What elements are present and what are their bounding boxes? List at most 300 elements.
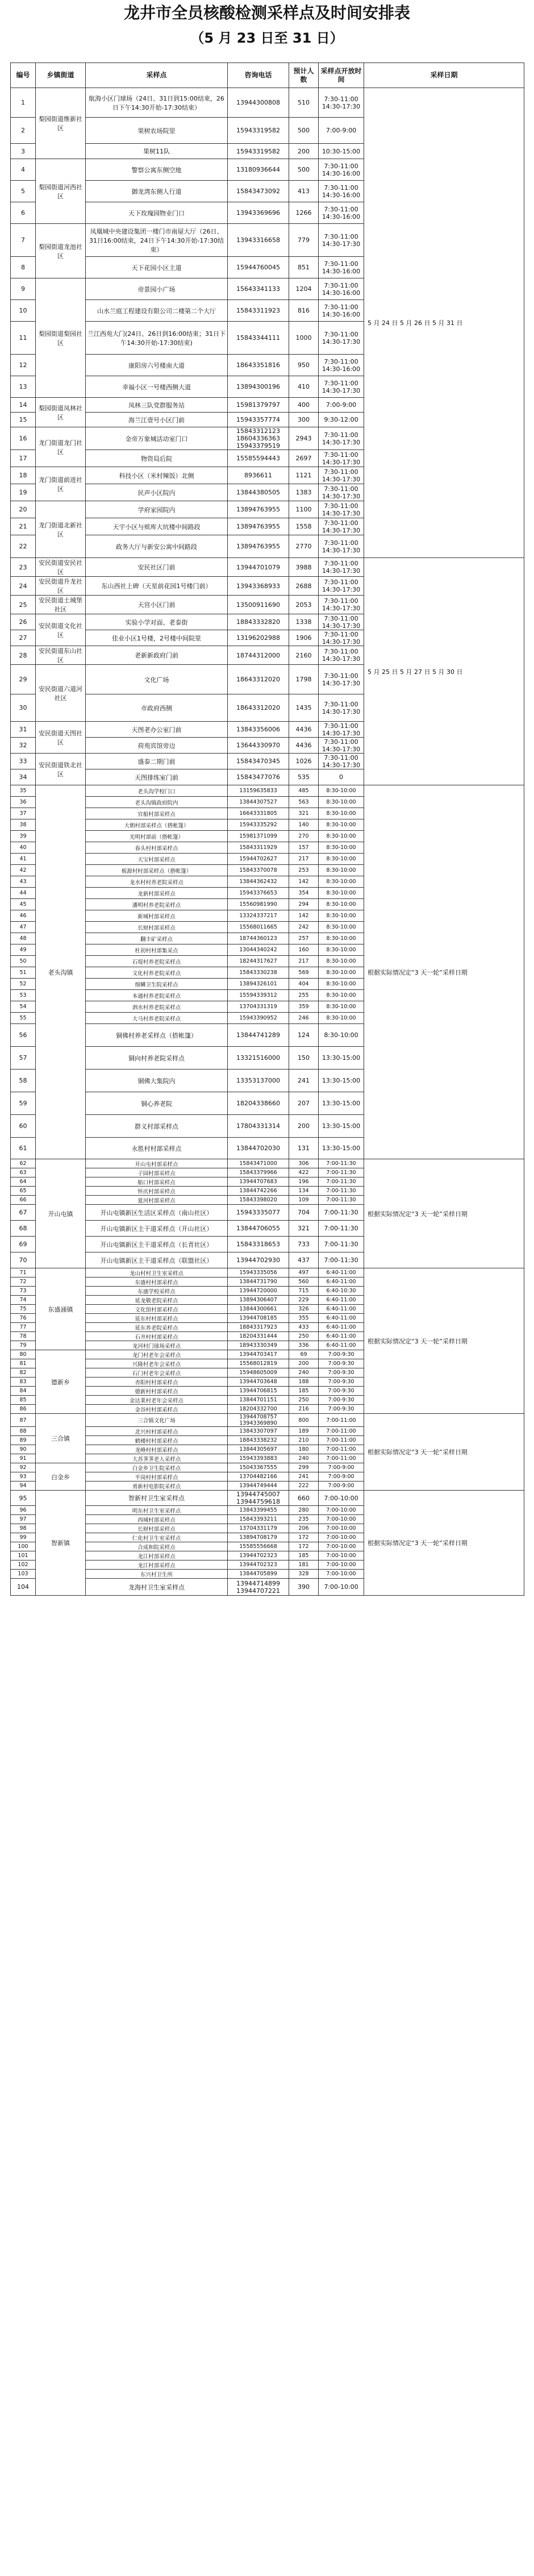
count-cell: 299 xyxy=(289,1463,319,1472)
row-number: 3 xyxy=(11,144,36,159)
street-cell: 龙门街道龙门社区 xyxy=(36,427,86,467)
row-number: 94 xyxy=(11,1481,36,1491)
count-cell: 4436 xyxy=(289,738,319,754)
row-number: 2 xyxy=(11,118,36,144)
row-number: 45 xyxy=(11,899,36,910)
phone-cell: 15843379966 xyxy=(228,1168,289,1177)
count-cell: 124 xyxy=(289,1024,319,1047)
row-number: 61 xyxy=(11,1138,36,1159)
hours-cell: 0 xyxy=(319,769,364,785)
row-number: 24 xyxy=(11,577,36,596)
phone-cell: 13944702323 xyxy=(228,1560,289,1570)
phone-cell: 18843317923 xyxy=(228,1323,289,1332)
row-number: 71 xyxy=(11,1268,36,1277)
count-cell: 241 xyxy=(289,1472,319,1481)
site-cell: 东山西社上碑（天星前花园1号楼门前） xyxy=(86,577,228,596)
site-cell: 龙水村村养老院采样点 xyxy=(86,876,228,888)
header-hours: 采样点开放时间 xyxy=(319,63,364,88)
phone-cell: 15585556668 xyxy=(228,1542,289,1551)
hours-cell: 7:00-10:00 xyxy=(319,1533,364,1542)
hours-cell: 7:00-11:30 xyxy=(319,1168,364,1177)
street-cell: 安民街道东山社区 xyxy=(36,646,86,665)
hours-cell: 7:00-10:00 xyxy=(319,1506,364,1515)
phone-cell: 13844300661 xyxy=(228,1305,289,1314)
hours-cell: 7:00-11:30 xyxy=(319,1205,364,1221)
header-street: 乡镇街道 xyxy=(36,63,86,88)
date-cell: 根据实际情况定“3 天一轮”采样日期 xyxy=(364,1268,524,1414)
count-cell: 216 xyxy=(289,1405,319,1414)
hours-cell: 13:30-15:00 xyxy=(319,1069,364,1092)
site-cell: 安民社区门前 xyxy=(86,558,228,577)
street-cell: 东盛涌镇 xyxy=(36,1268,86,1350)
phone-cell: 13704331319 xyxy=(228,1001,289,1013)
street-cell: 开山屯镇 xyxy=(36,1159,86,1268)
header-number: 编号 xyxy=(11,63,36,88)
site-cell: 平岗村村部采样点 xyxy=(86,1472,228,1481)
row-number: 44 xyxy=(11,888,36,899)
site-cell: 夏河村部采样点 xyxy=(86,1196,228,1205)
count-cell: 181 xyxy=(289,1560,319,1570)
row-number: 13 xyxy=(11,376,36,398)
hours-cell: 7:00-9:00 xyxy=(319,398,364,413)
row-number: 33 xyxy=(11,754,36,769)
count-cell: 355 xyxy=(289,1314,319,1323)
row-number: 38 xyxy=(11,819,36,831)
row-number: 83 xyxy=(11,1378,36,1387)
hours-cell: 8:30-10:00 xyxy=(319,797,364,808)
site-cell: 延东养老院采样点 xyxy=(86,1323,228,1332)
count-cell: 816 xyxy=(289,300,319,322)
row-number: 58 xyxy=(11,1069,36,1092)
count-cell: 157 xyxy=(289,842,319,854)
count-cell: 229 xyxy=(289,1296,319,1305)
count-cell: 189 xyxy=(289,1427,319,1436)
count-cell: 2697 xyxy=(289,450,319,467)
count-cell: 217 xyxy=(289,956,319,967)
row-number: 41 xyxy=(11,854,36,865)
row-number: 68 xyxy=(11,1221,36,1237)
street-cell: 龙门街道北新社区 xyxy=(36,501,86,558)
street-cell: 梨园街道河西社区 xyxy=(36,159,86,224)
phone-cell: 13944720000 xyxy=(228,1287,289,1296)
count-cell: 160 xyxy=(289,944,319,956)
phone-cell: 13844701151 xyxy=(228,1396,289,1405)
hours-cell: 8:30-10:00 xyxy=(319,922,364,933)
count-cell: 134 xyxy=(289,1187,319,1196)
hours-cell: 8:30-10:00 xyxy=(319,819,364,831)
count-cell: 131 xyxy=(289,1138,319,1159)
hours-cell: 7:00-9:30 xyxy=(319,1387,364,1396)
site-cell: 延龙敬老院采样点 xyxy=(86,1296,228,1305)
site-cell: 杏阳村村部采样点 xyxy=(86,1378,228,1387)
site-cell: 北兴村村部采样点 xyxy=(86,1427,228,1436)
site-cell: 民声小区院内 xyxy=(86,484,228,501)
hours-cell: 7:00-9:00 xyxy=(319,1463,364,1472)
site-cell: 市政府西侧 xyxy=(86,694,228,722)
row-number: 31 xyxy=(11,722,36,738)
phone-cell: 15843311929 xyxy=(228,842,289,854)
site-cell: 文化馆村部采样点 xyxy=(86,1305,228,1314)
row-number: 43 xyxy=(11,876,36,888)
hours-cell: 8:30-10:00 xyxy=(319,956,364,967)
row-number: 35 xyxy=(11,785,36,797)
phone-cell: 13944703417 xyxy=(228,1350,289,1359)
hours-cell: 6:40-11:00 xyxy=(319,1341,364,1350)
phone-cell: 18643351816 xyxy=(228,355,289,376)
phone-cell: 13944706815 xyxy=(228,1387,289,1396)
hours-cell: 7:00-10:00 xyxy=(319,1579,364,1596)
row-number: 64 xyxy=(11,1177,36,1187)
row-number: 85 xyxy=(11,1396,36,1405)
phone-cell: 13324337217 xyxy=(228,910,289,922)
date-cell: 根据实际情况定“3 天一轮”采样日期 xyxy=(364,1159,524,1268)
phone-cell: 15843471000 xyxy=(228,1159,289,1168)
hours-cell: 8:30-10:00 xyxy=(319,910,364,922)
count-cell: 180 xyxy=(289,1445,319,1454)
hours-cell: 13:30-15:00 xyxy=(319,1047,364,1069)
site-cell: 龙江村部采样点 xyxy=(86,1551,228,1560)
hours-cell: 7:30-11:00 14:30-17:30 xyxy=(319,558,364,577)
count-cell: 1383 xyxy=(289,484,319,501)
row-number: 54 xyxy=(11,1001,36,1013)
row-number: 42 xyxy=(11,865,36,876)
phone-cell: 15843477076 xyxy=(228,769,289,785)
row-number: 101 xyxy=(11,1551,36,1560)
site-cell: 东盛村村部采样点 xyxy=(86,1277,228,1287)
phone-cell: 13944702930 xyxy=(228,1252,289,1268)
row-number: 88 xyxy=(11,1427,36,1436)
site-cell: 龙新村部采样点 xyxy=(86,888,228,899)
hours-cell: 7:00-11:30 xyxy=(319,1196,364,1205)
row-number: 90 xyxy=(11,1445,36,1454)
row-number: 92 xyxy=(11,1463,36,1472)
count-cell: 4436 xyxy=(289,722,319,738)
row-number: 104 xyxy=(11,1579,36,1596)
row-number: 99 xyxy=(11,1533,36,1542)
phone-cell: 13843399455 xyxy=(228,1506,289,1515)
site-cell: 果树11队 xyxy=(86,144,228,159)
phone-cell: 18843332820 xyxy=(228,614,289,630)
count-cell: 704 xyxy=(289,1205,319,1221)
hours-cell: 7:00-9:30 xyxy=(319,1396,364,1405)
row-number: 39 xyxy=(11,831,36,842)
phone-cell: 13944707683 xyxy=(228,1177,289,1187)
hours-cell: 7:30-11:00 14:30-17:30 xyxy=(319,596,364,614)
phone-cell: 13044340242 xyxy=(228,944,289,956)
hours-cell: 7:00-11:00 xyxy=(319,1454,364,1463)
hours-cell: 7:30-11:00 14:30-17:30 xyxy=(319,467,364,484)
phone-cell: 18204332700 xyxy=(228,1405,289,1414)
count-cell: 241 xyxy=(289,1069,319,1092)
count-cell: 250 xyxy=(289,1332,319,1341)
phone-cell: 13844305697 xyxy=(228,1445,289,1454)
row-number: 23 xyxy=(11,558,36,577)
count-cell: 270 xyxy=(289,831,319,842)
site-cell: 物资局后院 xyxy=(86,450,228,467)
count-cell: 210 xyxy=(289,1436,319,1445)
row-number: 48 xyxy=(11,933,36,944)
row-number: 49 xyxy=(11,944,36,956)
hours-cell: 8:30-10:00 xyxy=(319,831,364,842)
phone-cell: 15568012819 xyxy=(228,1359,289,1368)
row-number: 75 xyxy=(11,1305,36,1314)
row-number: 78 xyxy=(11,1332,36,1341)
count-cell: 321 xyxy=(289,1221,319,1237)
count-cell: 413 xyxy=(289,181,319,202)
site-cell: 天图老办公室门前 xyxy=(86,722,228,738)
hours-cell: 6:40-11:00 xyxy=(319,1314,364,1323)
row-number: 76 xyxy=(11,1314,36,1323)
hours-cell: 7:00-11:30 xyxy=(319,1159,364,1168)
street-cell: 梨园街道梨园社区 xyxy=(36,278,86,398)
street-cell: 智新镇 xyxy=(36,1491,86,1596)
site-cell: 兰江西苑大门(24日、26日到16:00结束；31日下午14:30开始-17:30结束) xyxy=(86,322,228,355)
site-cell: 老头沟学校门口 xyxy=(86,785,228,797)
site-cell: 警察公寓东侧空地 xyxy=(86,159,228,181)
row-number: 62 xyxy=(11,1159,36,1168)
site-cell: 明东村卫生室采样点 xyxy=(86,1506,228,1515)
hours-cell: 7:30-11:00 14:30-16:00 xyxy=(319,300,364,322)
row-number: 17 xyxy=(11,450,36,467)
phone-cell: 15560981990 xyxy=(228,899,289,910)
phone-cell: 18744312000 xyxy=(228,646,289,665)
row-number: 18 xyxy=(11,467,36,484)
phone-cell: 13353137000 xyxy=(228,1069,289,1092)
hours-cell: 7:00-9:30 xyxy=(319,1359,364,1368)
site-cell: 天下花园小区主道 xyxy=(86,257,228,278)
hours-cell: 7:00-10:00 xyxy=(319,1551,364,1560)
row-number: 20 xyxy=(11,501,36,518)
count-cell: 294 xyxy=(289,899,319,910)
count-cell: 188 xyxy=(289,1378,319,1387)
row-number: 37 xyxy=(11,808,36,819)
row-number: 59 xyxy=(11,1092,36,1115)
site-cell: 龙门村老年会采样点 xyxy=(86,1350,228,1359)
row-number: 36 xyxy=(11,797,36,808)
phone-cell: 13943369696 xyxy=(228,202,289,224)
count-cell: 500 xyxy=(289,159,319,181)
phone-cell: 13894708179 xyxy=(228,1533,289,1542)
hours-cell: 7:30-11:00 14:30-17:30 xyxy=(319,577,364,596)
count-cell: 1026 xyxy=(289,754,319,769)
count-cell: 1121 xyxy=(289,467,319,484)
count-cell: 1338 xyxy=(289,614,319,630)
row-number: 53 xyxy=(11,990,36,1001)
page-subtitle: （5 月 23 日至 31 日） xyxy=(190,30,344,46)
row-number: 96 xyxy=(11,1506,36,1515)
phone-cell: 13944749444 xyxy=(228,1481,289,1491)
row-number: 30 xyxy=(11,694,36,722)
hours-cell: 7:30-11:00 14:30-17:30 xyxy=(319,722,364,738)
table-header-row xyxy=(11,63,524,88)
hours-cell: 7:30-11:00 14:30-17:30 xyxy=(319,694,364,722)
hours-cell: 7:30-11:00 14:30-16:00 xyxy=(319,257,364,278)
phone-cell: 13159635833 xyxy=(228,785,289,797)
count-cell: 222 xyxy=(289,1481,319,1491)
date-cell: 根据实际情况定“3 天一轮”采样日期 xyxy=(364,785,524,1159)
street-cell: 梨园街道龙池社区 xyxy=(36,224,86,278)
hours-cell: 7:00-10:00 xyxy=(319,1491,364,1506)
phone-cell: 15943393883 xyxy=(228,1454,289,1463)
hours-cell: 8:30-10:00 xyxy=(319,933,364,944)
hours-cell: 7:30-11:00 14:30-17:30 xyxy=(319,427,364,450)
table-row xyxy=(11,785,524,797)
row-number: 82 xyxy=(11,1368,36,1378)
hours-cell: 8:30-10:00 xyxy=(319,876,364,888)
site-cell: 长财村部采样点 xyxy=(86,1524,228,1533)
phone-cell: 15943335056 xyxy=(228,1268,289,1277)
hours-cell: 8:30-10:00 xyxy=(319,865,364,876)
row-number: 79 xyxy=(11,1341,36,1350)
count-cell: 172 xyxy=(289,1542,319,1551)
hours-cell: 7:00-9:00 xyxy=(319,1481,364,1491)
count-cell: 253 xyxy=(289,865,319,876)
row-number: 57 xyxy=(11,1047,36,1069)
count-cell: 185 xyxy=(289,1387,319,1396)
site-cell: 细鳞卫生院采样点 xyxy=(86,979,228,990)
row-number: 103 xyxy=(11,1570,36,1579)
row-number: 21 xyxy=(11,518,36,535)
site-cell: 铜向村养老院采样点 xyxy=(86,1047,228,1069)
phone-cell: 15843393211 xyxy=(228,1515,289,1524)
count-cell: 660 xyxy=(289,1491,319,1506)
row-number: 72 xyxy=(11,1277,36,1287)
row-number: 55 xyxy=(11,1013,36,1024)
phone-cell: 18643312020 xyxy=(228,694,289,722)
site-cell: 潘明村养老院采样点 xyxy=(86,899,228,910)
street-cell: 安民街道土城堡社区 xyxy=(36,596,86,614)
count-cell: 715 xyxy=(289,1287,319,1296)
row-number: 95 xyxy=(11,1491,36,1506)
row-number: 12 xyxy=(11,355,36,376)
phone-cell: 13944745007 13944759618 xyxy=(228,1491,289,1506)
site-cell: 盛泰二期门前 xyxy=(86,754,228,769)
site-cell: 西城村部采样点 xyxy=(86,1515,228,1524)
hours-cell: 7:30-11:00 14:30-17:30 xyxy=(319,450,364,467)
row-number: 52 xyxy=(11,979,36,990)
hours-cell: 7:00-10:00 xyxy=(319,1542,364,1551)
row-number: 91 xyxy=(11,1454,36,1463)
row-number: 46 xyxy=(11,910,36,922)
count-cell: 1266 xyxy=(289,202,319,224)
site-cell: 航海小区门球场（24日、31日到15:00结束，26日下午14:30开始-17:30结束） xyxy=(86,88,228,118)
hours-cell: 7:00-11:30 xyxy=(319,1252,364,1268)
hours-cell: 7:00-10:00 xyxy=(319,1524,364,1533)
count-cell: 400 xyxy=(289,398,319,413)
phone-cell: 15943335292 xyxy=(228,819,289,831)
table-row xyxy=(11,1159,524,1168)
schedule-table xyxy=(10,63,524,1596)
phone-cell: 15843370078 xyxy=(228,865,289,876)
row-number: 93 xyxy=(11,1472,36,1481)
phone-cell: 13894326101 xyxy=(228,979,289,990)
site-cell: 龙河村门球场采样点 xyxy=(86,1341,228,1350)
site-cell: 天宇小区与殡库大坑楼中间路段 xyxy=(86,518,228,535)
phone-cell: 15948605009 xyxy=(228,1368,289,1378)
site-cell: 幸福小区一号楼西侧大道 xyxy=(86,376,228,398)
table-row xyxy=(11,1491,524,1506)
site-cell: 开山屯镇新区主干道采样点（联盟社区） xyxy=(86,1252,228,1268)
phone-cell: 15568011665 xyxy=(228,922,289,933)
site-cell: 龙海村卫生室采样点 xyxy=(86,1579,228,1596)
row-number: 32 xyxy=(11,738,36,754)
count-cell: 2053 xyxy=(289,596,319,614)
hours-cell: 13:30-15:00 xyxy=(319,1092,364,1115)
street-cell: 梨园街道维新社区 xyxy=(36,88,86,159)
hours-cell: 7:00-9:30 xyxy=(319,1405,364,1414)
hours-cell: 7:00-11:00 xyxy=(319,1436,364,1445)
header-site: 采样点 xyxy=(86,63,228,88)
street-cell: 安民街道安民社区 xyxy=(36,558,86,577)
row-number: 102 xyxy=(11,1560,36,1570)
row-number: 97 xyxy=(11,1515,36,1524)
phone-cell: 13843356006 xyxy=(228,722,289,738)
hours-cell: 7:30-11:00 14:30-16:00 xyxy=(319,202,364,224)
site-cell: 金达莱村老年会采样点 xyxy=(86,1396,228,1405)
row-number: 56 xyxy=(11,1024,36,1047)
site-cell: 御龙湾东侧人行道 xyxy=(86,181,228,202)
row-number: 8 xyxy=(11,257,36,278)
site-cell: 怀庆村部采样点 xyxy=(86,1187,228,1196)
hours-cell: 8:30-10:00 xyxy=(319,1024,364,1047)
count-cell: 200 xyxy=(289,1359,319,1368)
count-cell: 410 xyxy=(289,376,319,398)
hours-cell: 8:30-10:00 xyxy=(319,1001,364,1013)
count-cell: 280 xyxy=(289,1506,319,1515)
site-cell: 开山屯镇新区主干道采样点（开山社区） xyxy=(86,1221,228,1237)
count-cell: 2688 xyxy=(289,577,319,596)
hours-cell: 13:30-15:00 xyxy=(319,1115,364,1138)
row-number: 100 xyxy=(11,1542,36,1551)
hours-cell: 7:30-11:00 14:30-17:30 xyxy=(319,376,364,398)
site-cell: 老头沟镇政府院内 xyxy=(86,797,228,808)
count-cell: 185 xyxy=(289,1551,319,1560)
site-cell: 天下玫瑰园物业门口 xyxy=(86,202,228,224)
hours-cell: 8:30-10:00 xyxy=(319,990,364,1001)
header-count: 预计人数 xyxy=(289,63,319,88)
site-cell: 群义村部采样点 xyxy=(86,1115,228,1138)
row-number: 28 xyxy=(11,646,36,665)
phone-cell: 13944714899 13944707221 xyxy=(228,1579,289,1596)
phone-cell: 13944708757 13943369890 xyxy=(228,1414,289,1427)
phone-cell: 13704331179 xyxy=(228,1524,289,1533)
phone-cell: 15843473092 xyxy=(228,181,289,202)
hours-cell: 7:30-11:00 14:30-16:00 xyxy=(319,181,364,202)
count-cell: 235 xyxy=(289,1515,319,1524)
phone-cell: 15643341133 xyxy=(228,278,289,300)
phone-cell: 13844702030 xyxy=(228,1138,289,1159)
phone-cell: 16643331805 xyxy=(228,808,289,819)
site-cell: 东兴村卫生所 xyxy=(86,1570,228,1579)
row-number: 6 xyxy=(11,202,36,224)
site-cell: 政务大厅与新安公寓中间路段 xyxy=(86,535,228,558)
site-cell: 杜初村村部集采点 xyxy=(86,944,228,956)
row-number: 14 xyxy=(11,398,36,413)
hours-cell: 7:00-11:00 xyxy=(319,1427,364,1436)
phone-cell: 13844741289 xyxy=(228,1024,289,1047)
site-cell: 长财村部采样点 xyxy=(86,922,228,933)
date-cell: 5 月 24 日 5 月 26 日 5 月 31 日 xyxy=(364,88,524,558)
row-number: 9 xyxy=(11,278,36,300)
phone-cell: 15843318653 xyxy=(228,1237,289,1252)
phone-cell: 15843311923 xyxy=(228,300,289,322)
row-number: 80 xyxy=(11,1350,36,1359)
phone-cell: 13944708185 xyxy=(228,1314,289,1323)
phone-cell: 15943390952 xyxy=(228,1013,289,1024)
count-cell: 563 xyxy=(289,797,319,808)
hours-cell: 7:30-11:00 14:30-17:30 xyxy=(319,614,364,630)
row-number: 5 xyxy=(11,181,36,202)
